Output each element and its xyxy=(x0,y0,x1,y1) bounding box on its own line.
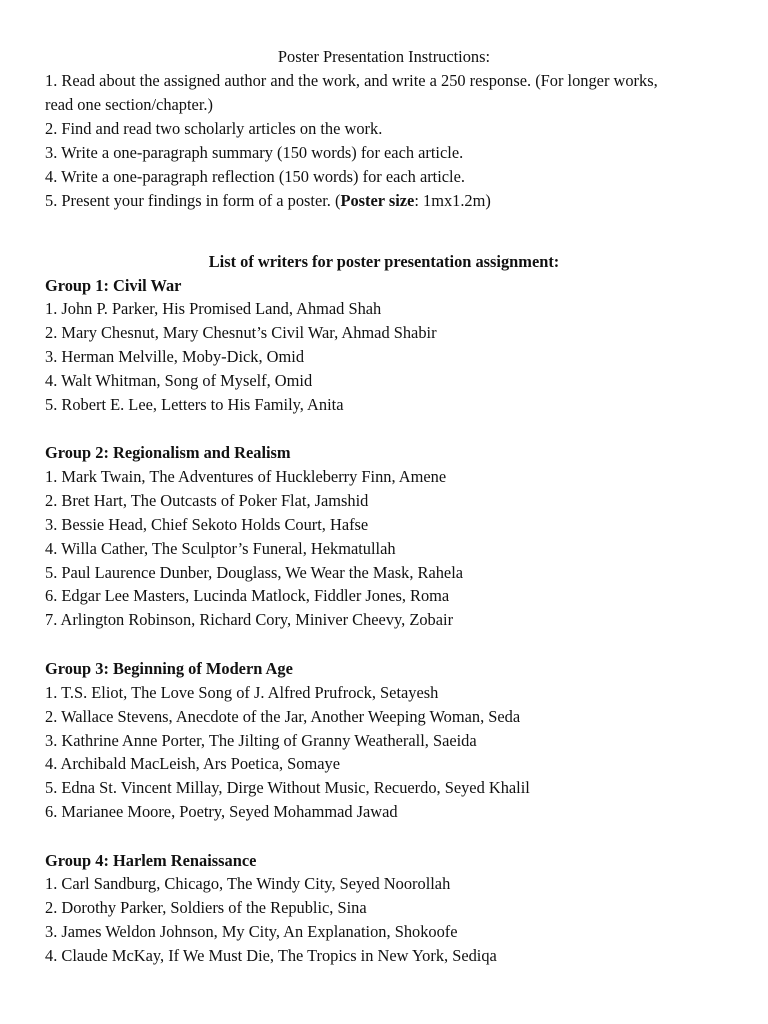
instruction-item-5-prefix: 5. Present your findings in form of a poster. ( xyxy=(45,191,341,210)
list-item: 3. Kathrine Anne Porter, The Jilting of Granny Weatherall, Saeida xyxy=(45,731,477,750)
list-item: 4. Claude McKay, If We Must Die, The Tropics in New York, Sediqa xyxy=(45,946,497,965)
instruction-item-2: 2. Find and read two scholarly articles on the work. xyxy=(45,119,383,138)
writers-list-title: List of writers for poster presentation assignment: xyxy=(208,252,560,271)
group-title: Group 1: Civil War xyxy=(45,276,182,295)
list-item: 4. Walt Whitman, Song of Myself, Omid xyxy=(45,371,313,390)
list-item: 7. Arlington Robinson, Richard Cory, Miniver Cheevy, Zobair xyxy=(45,610,454,629)
list-item: 5. Paul Laurence Dunber, Douglass, We Wear the Mask, Rahela xyxy=(45,563,464,582)
list-item: 2. Wallace Stevens, Anecdote of the Jar, Another Weeping Woman, Seda xyxy=(45,707,521,726)
group-title: Group 2: Regionalism and Realism xyxy=(45,443,291,462)
instruction-item-5-suffix: : 1mx1.2m) xyxy=(414,191,491,210)
list-item: 4. Willa Cather, The Sculptor’s Funeral, Hekmatullah xyxy=(45,539,396,558)
list-item: 6. Marianee Moore, Poetry, Seyed Mohammad Jawad xyxy=(45,802,398,821)
list-item: 1. John P. Parker, His Promised Land, Ahmad Shah xyxy=(45,299,382,318)
instructions-title: Poster Presentation Instructions: xyxy=(277,47,491,66)
list-item: 3. Bessie Head, Chief Sekoto Holds Court, Hafse xyxy=(45,515,369,534)
list-item: 3. James Weldon Johnson, My City, An Explanation, Shokoofe xyxy=(45,922,458,941)
list-item: 2. Bret Hart, The Outcasts of Poker Flat, Jamshid xyxy=(45,491,369,510)
list-item: 3. Herman Melville, Moby-Dick, Omid xyxy=(45,347,305,366)
instruction-item-5 xyxy=(45,189,491,213)
list-item: 2. Dorothy Parker, Soldiers of the Republic, Sina xyxy=(45,898,367,917)
group-title: Group 3: Beginning of Modern Age xyxy=(45,659,293,678)
list-item: 1. T.S. Eliot, The Love Song of J. Alfred Prufrock, Setayesh xyxy=(45,683,439,702)
list-item: 2. Mary Chesnut, Mary Chesnut’s Civil War, Ahmad Shabir xyxy=(45,323,437,342)
list-item: 1. Carl Sandburg, Chicago, The Windy City, Seyed Noorollah xyxy=(45,874,451,893)
instruction-item-4: 4. Write a one-paragraph reflection (150 words) for each article. xyxy=(45,167,465,186)
list-item: 6. Edgar Lee Masters, Lucinda Matlock, Fiddler Jones, Roma xyxy=(45,586,450,605)
list-item: 5. Robert E. Lee, Letters to His Family, Anita xyxy=(45,395,344,414)
list-item: 5. Edna St. Vincent Millay, Dirge Without Music, Recuerdo, Seyed Khalil xyxy=(45,778,530,797)
instruction-item-3: 3. Write a one-paragraph summary (150 words) for each article. xyxy=(45,143,464,162)
group-title: Group 4: Harlem Renaissance xyxy=(45,851,257,870)
list-item: 1. Mark Twain, The Adventures of Huckleberry Finn, Amene xyxy=(45,467,447,486)
instruction-item-1-line-1: 1. Read about the assigned author and the work, and write a 250 response. (For longer works, xyxy=(45,71,658,90)
instruction-item-1-line-2: read one section/chapter.) xyxy=(45,95,213,114)
poster-size-label: Poster size xyxy=(340,191,415,210)
list-item: 4. Archibald MacLeish, Ars Poetica, Somaye xyxy=(45,754,340,773)
